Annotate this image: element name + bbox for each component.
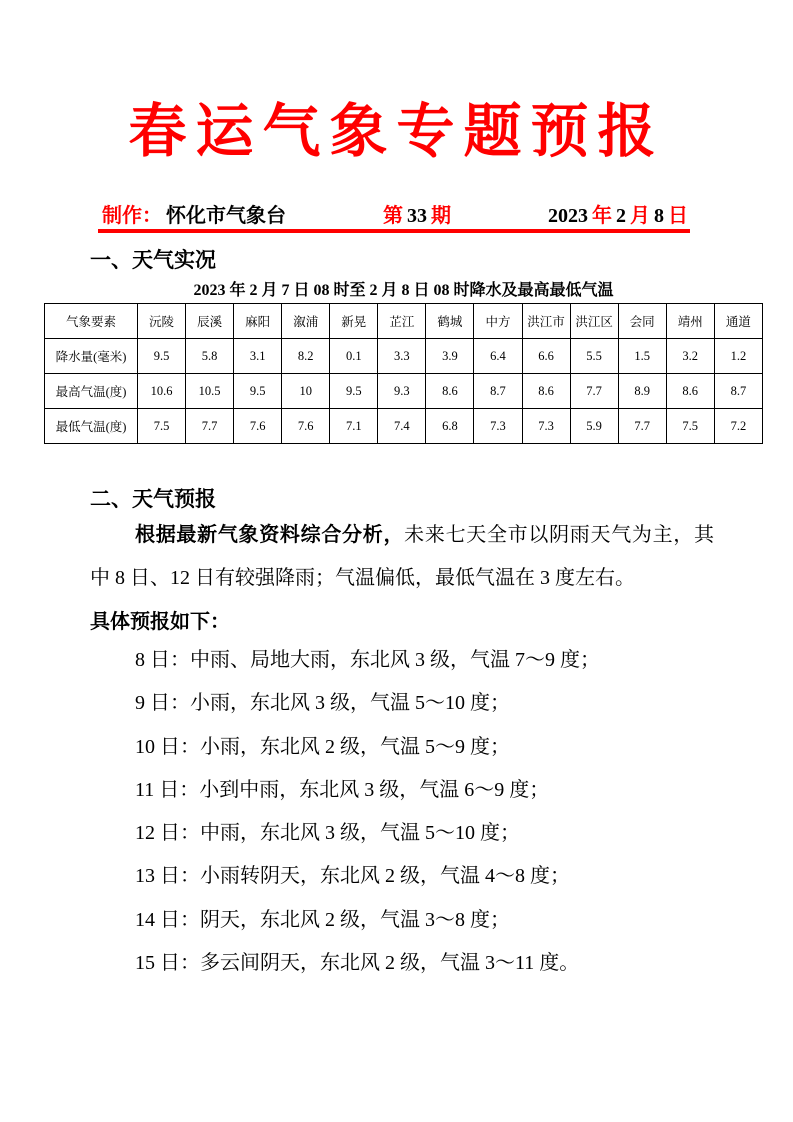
cell: 8.6 <box>522 374 570 409</box>
cell: 1.2 <box>714 339 762 374</box>
date-year-unit: 年 <box>592 205 612 227</box>
forecast-intro-paragraph <box>90 514 714 600</box>
table-header-cell: 通道 <box>714 304 762 339</box>
table-header-cell: 溆浦 <box>282 304 330 339</box>
cell: 8.9 <box>618 374 666 409</box>
cell: 8.6 <box>426 374 474 409</box>
cell: 3.9 <box>426 339 474 374</box>
date-month: 2 <box>616 205 626 227</box>
table-header-cell: 麻阳 <box>234 304 282 339</box>
forecast-intro-rest: 未来七天全市以阴雨天气为主，其中 8 日、12 日有较强降雨；气温偏低，最低气温在 3 度左右。 <box>90 524 715 589</box>
table-header-cell: 新晃 <box>330 304 378 339</box>
cell: 7.4 <box>378 409 426 444</box>
issue-number <box>381 199 453 228</box>
date-day-unit: 日 <box>668 205 688 227</box>
table-header-row <box>45 304 763 339</box>
meta-row <box>100 199 690 228</box>
cell: 10.6 <box>138 374 186 409</box>
cell: 5.5 <box>570 339 618 374</box>
cell: 7.7 <box>618 409 666 444</box>
document-title: 春运气象专题预报 <box>128 99 665 164</box>
forecast-list-title: 具体预报如下： <box>90 611 230 633</box>
cell: 7.6 <box>282 409 330 444</box>
forecast-item-day14: 14 日：阴天，东北风 2 级，气温 3～8 度； <box>135 908 510 931</box>
table-header-cell: 辰溪 <box>186 304 234 339</box>
cell: 3.3 <box>378 339 426 374</box>
table-row-max-temp <box>45 374 763 409</box>
table-header-cell: 鹤城 <box>426 304 474 339</box>
cell: 9.5 <box>330 374 378 409</box>
cell: 0.1 <box>330 339 378 374</box>
cell: 9.5 <box>138 339 186 374</box>
producer <box>100 199 288 228</box>
issue-suffix: 期 <box>431 205 451 227</box>
cell: 8.7 <box>474 374 522 409</box>
cell: 7.2 <box>714 409 762 444</box>
cell: 3.1 <box>234 339 282 374</box>
table-header-cell: 洪江区 <box>570 304 618 339</box>
cell: 7.3 <box>474 409 522 444</box>
cell: 10.5 <box>186 374 234 409</box>
cell: 5.9 <box>570 409 618 444</box>
table-header-cell: 洪江市 <box>522 304 570 339</box>
cell: 8.6 <box>666 374 714 409</box>
forecast-item-day9: 9 日：小雨，东北风 3 级，气温 5～10 度； <box>135 692 510 715</box>
cell: 9.3 <box>378 374 426 409</box>
table-title: 2023 年 2 月 7 日 08 时至 2 月 8 日 08 时降水及最高最低气温 <box>193 282 614 299</box>
table-header-cell: 会同 <box>618 304 666 339</box>
cell: 6.6 <box>522 339 570 374</box>
forecast-item-day8: 8 日：中雨、局地大雨，东北风 3 级，气温 7～9 度； <box>135 649 600 671</box>
cell: 1.5 <box>618 339 666 374</box>
cell: 5.8 <box>186 339 234 374</box>
producer-label: 制作： <box>102 205 162 227</box>
weather-table <box>44 303 763 444</box>
forecast-item-day10: 10 日：小雨，东北风 2 级，气温 5～9 度； <box>135 735 510 758</box>
table-header-cell: 沅陵 <box>138 304 186 339</box>
forecast-item-day12: 12 日：中雨，东北风 3 级，气温 5～10 度； <box>135 822 520 845</box>
cell: 10 <box>282 374 330 409</box>
cell: 6.4 <box>474 339 522 374</box>
table-header-cell: 中方 <box>474 304 522 339</box>
red-divider-line <box>98 229 690 233</box>
cell: 7.3 <box>522 409 570 444</box>
table-header-cell: 气象要素 <box>45 304 138 339</box>
table-row-min-temp <box>45 409 763 444</box>
forecast-list <box>135 639 715 985</box>
cell: 7.5 <box>138 409 186 444</box>
forecast-intro-lead: 根据最新气象资料综合分析， <box>135 524 405 546</box>
issue-value: 33 <box>407 205 427 227</box>
forecast-item-day15: 15 日：多云间阴天，东北风 2 级，气温 3～11 度。 <box>135 952 580 975</box>
cell: 3.2 <box>666 339 714 374</box>
table-header-cell: 芷江 <box>378 304 426 339</box>
cell: 8.7 <box>714 374 762 409</box>
cell: 7.7 <box>186 409 234 444</box>
date-day: 8 <box>654 205 664 227</box>
cell: 8.2 <box>282 339 330 374</box>
cell: 7.6 <box>234 409 282 444</box>
row-label: 降水量(毫米) <box>45 339 138 374</box>
forecast-item-day13: 13 日：小雨转阴天，东北风 2 级，气温 4～8 度； <box>135 865 570 888</box>
table-row-precipitation <box>45 339 763 374</box>
forecast-item-day11: 11 日：小到中雨，东北风 3 级，气温 6～9 度； <box>135 778 550 801</box>
row-label: 最高气温(度) <box>45 374 138 409</box>
date-month-unit: 月 <box>630 205 650 227</box>
cell: 7.7 <box>570 374 618 409</box>
cell: 9.5 <box>234 374 282 409</box>
date-year: 2023 <box>548 205 588 227</box>
table-header-cell: 靖州 <box>666 304 714 339</box>
row-label: 最低气温(度) <box>45 409 138 444</box>
cell: 7.1 <box>330 409 378 444</box>
document-date <box>546 199 690 228</box>
section-2-heading: 二、天气预报 <box>90 487 216 511</box>
cell: 6.8 <box>426 409 474 444</box>
issue-prefix: 第 <box>383 205 403 227</box>
section-1-heading: 一、天气实况 <box>90 248 216 272</box>
producer-value: 怀化市气象台 <box>166 205 286 227</box>
cell: 7.5 <box>666 409 714 444</box>
